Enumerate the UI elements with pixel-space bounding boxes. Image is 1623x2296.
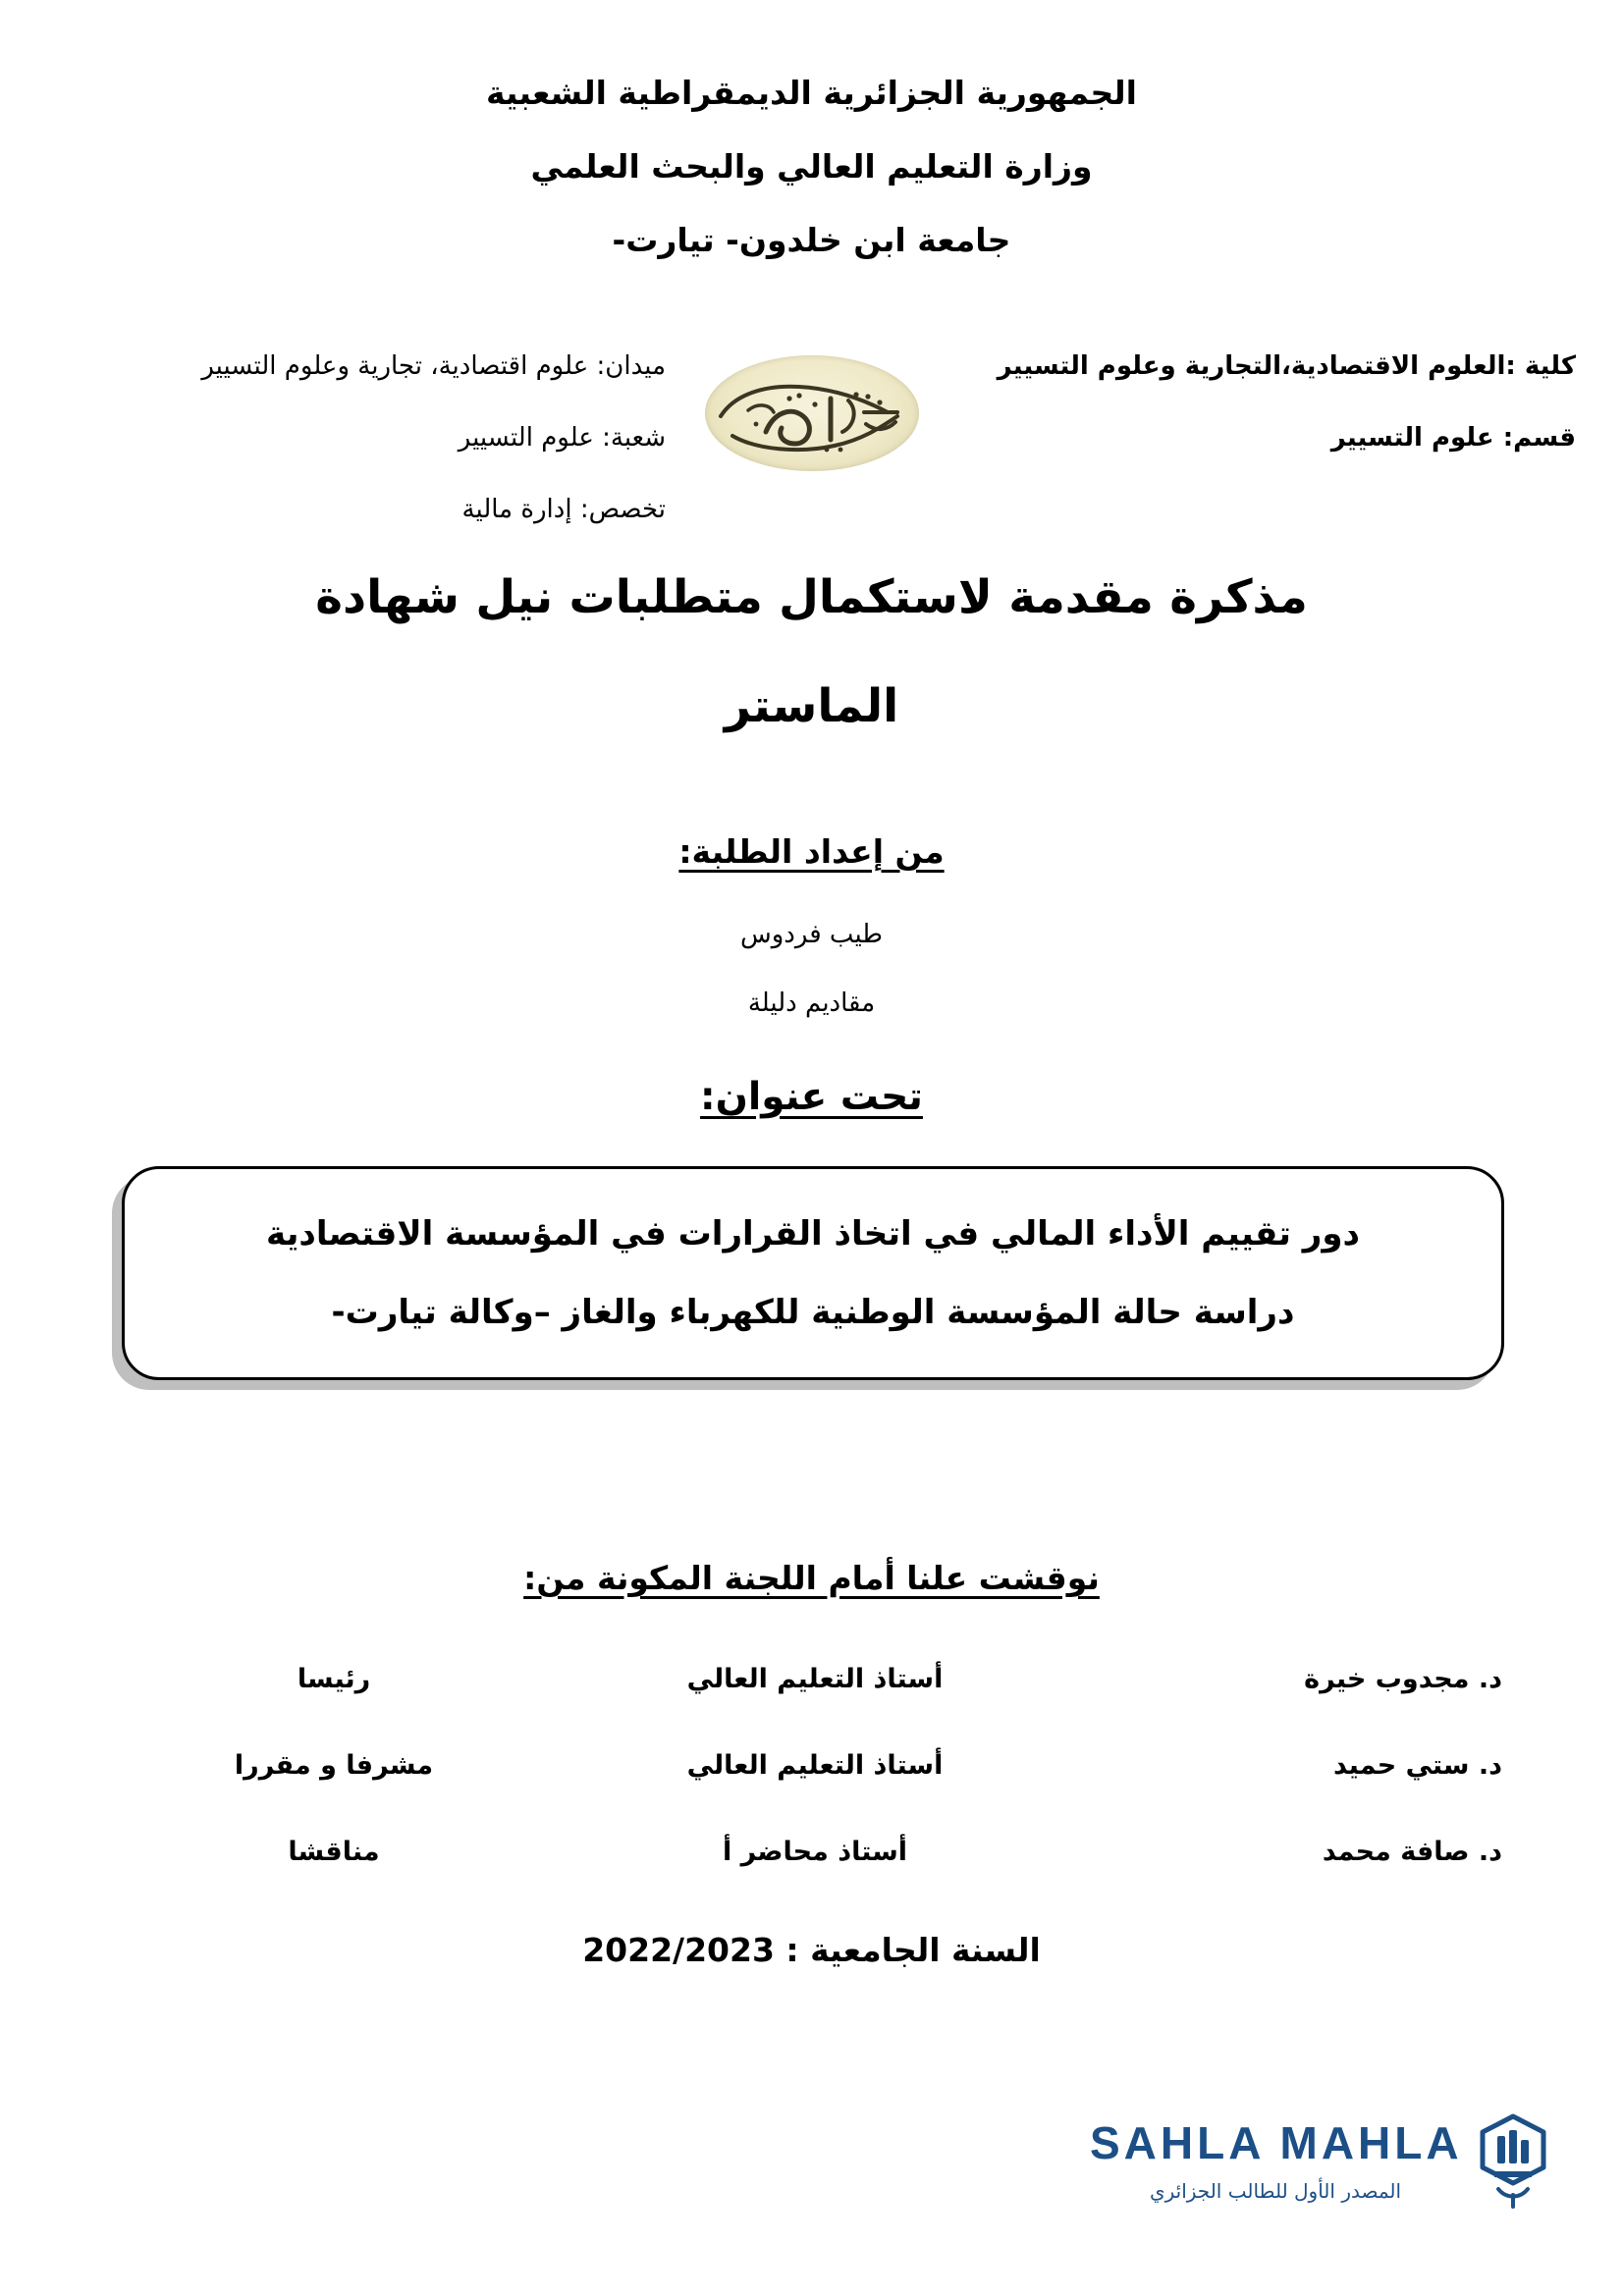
jury-table bbox=[128, 1664, 1502, 1867]
jury-member-role: مشرفا و مقررا bbox=[234, 1750, 434, 1781]
header-line-ministry: وزارة التعليم العالي والبحث العلمي bbox=[530, 147, 1093, 186]
header-line-university: جامعة ابن خلدون- تيارت- bbox=[612, 221, 1011, 259]
header-line-republic: الجمهورية الجزائرية الديمقراطية الشعبية bbox=[486, 74, 1137, 112]
affiliation-left-block bbox=[37, 353, 666, 568]
student-name-1: طيب فردوس bbox=[740, 920, 883, 949]
jury-member-name: د. ستي حميد bbox=[1333, 1750, 1502, 1781]
jury-member-rank: أستاذ محاضر أ bbox=[722, 1837, 908, 1867]
thesis-title-line-2: دراسة حالة المؤسسة الوطنية للكهرباء والغاز –وكالة تيارت- bbox=[331, 1293, 1295, 1332]
jury-member-role: رئيسا bbox=[297, 1664, 371, 1694]
watermark-title: SAHLA MAHLA bbox=[1090, 2117, 1463, 2168]
thesis-purpose bbox=[0, 570, 1623, 733]
affiliation-right-block bbox=[889, 353, 1576, 497]
jury-row bbox=[128, 1750, 1502, 1781]
purpose-line-2: الماستر bbox=[724, 679, 899, 733]
site-watermark bbox=[1090, 2109, 1561, 2236]
watermark-text-block bbox=[1090, 2117, 1463, 2203]
jury-member-rank: أستاذ التعليم العالي bbox=[686, 1750, 944, 1781]
affiliation-band bbox=[0, 351, 1623, 524]
thesis-title-box bbox=[122, 1166, 1504, 1380]
jury-member-rank: أستاذ التعليم العالي bbox=[686, 1664, 944, 1694]
thesis-title-box-frame bbox=[122, 1166, 1504, 1380]
jury-row bbox=[128, 1664, 1502, 1694]
faculty-line: كلية :العلوم الاقتصادية،التجارية وعلوم التسيير bbox=[997, 351, 1576, 381]
domain-line: ميدان: علوم اقتصادية، تجارية وعلوم التسيير bbox=[201, 351, 666, 381]
purpose-line-1: مذكرة مقدمة لاستكمال متطلبات نيل شهادة bbox=[315, 570, 1308, 624]
department-line: قسم: علوم التسيير bbox=[1330, 423, 1576, 453]
sahla-mahla-logo-icon bbox=[1475, 2110, 1551, 2213]
academic-year: السنة الجامعية : 2022/2023 bbox=[582, 1931, 1041, 1969]
jury-member-name: د. صافة محمد bbox=[1322, 1837, 1502, 1867]
students-heading: من إعداد الطلبة: bbox=[678, 832, 945, 871]
jury-member-name: د. مجدوب خيرة bbox=[1304, 1664, 1502, 1694]
specialty-line: تخصص: إدارة مالية bbox=[461, 495, 666, 524]
student-name-2: مقاديم دليلة bbox=[747, 988, 876, 1018]
students-section bbox=[0, 832, 1623, 1016]
under-title-heading: تحت عنوان: bbox=[700, 1075, 923, 1119]
jury-member-role: مناقشا bbox=[288, 1837, 380, 1867]
document-header bbox=[0, 74, 1623, 259]
jury-row bbox=[128, 1837, 1502, 1867]
university-seal-icon bbox=[705, 355, 919, 471]
branch-line: شعبة: علوم التسيير bbox=[458, 423, 666, 453]
thesis-title-line-1: دور تقييم الأداء المالي في اتخاذ القرارات في المؤسسة الاقتصادية bbox=[266, 1214, 1360, 1254]
watermark-subtitle: المصدر الأول للطالب الجزائري bbox=[1149, 2179, 1402, 2203]
jury-heading: نوقشت علنا أمام اللجنة المكونة من: bbox=[523, 1559, 1100, 1597]
